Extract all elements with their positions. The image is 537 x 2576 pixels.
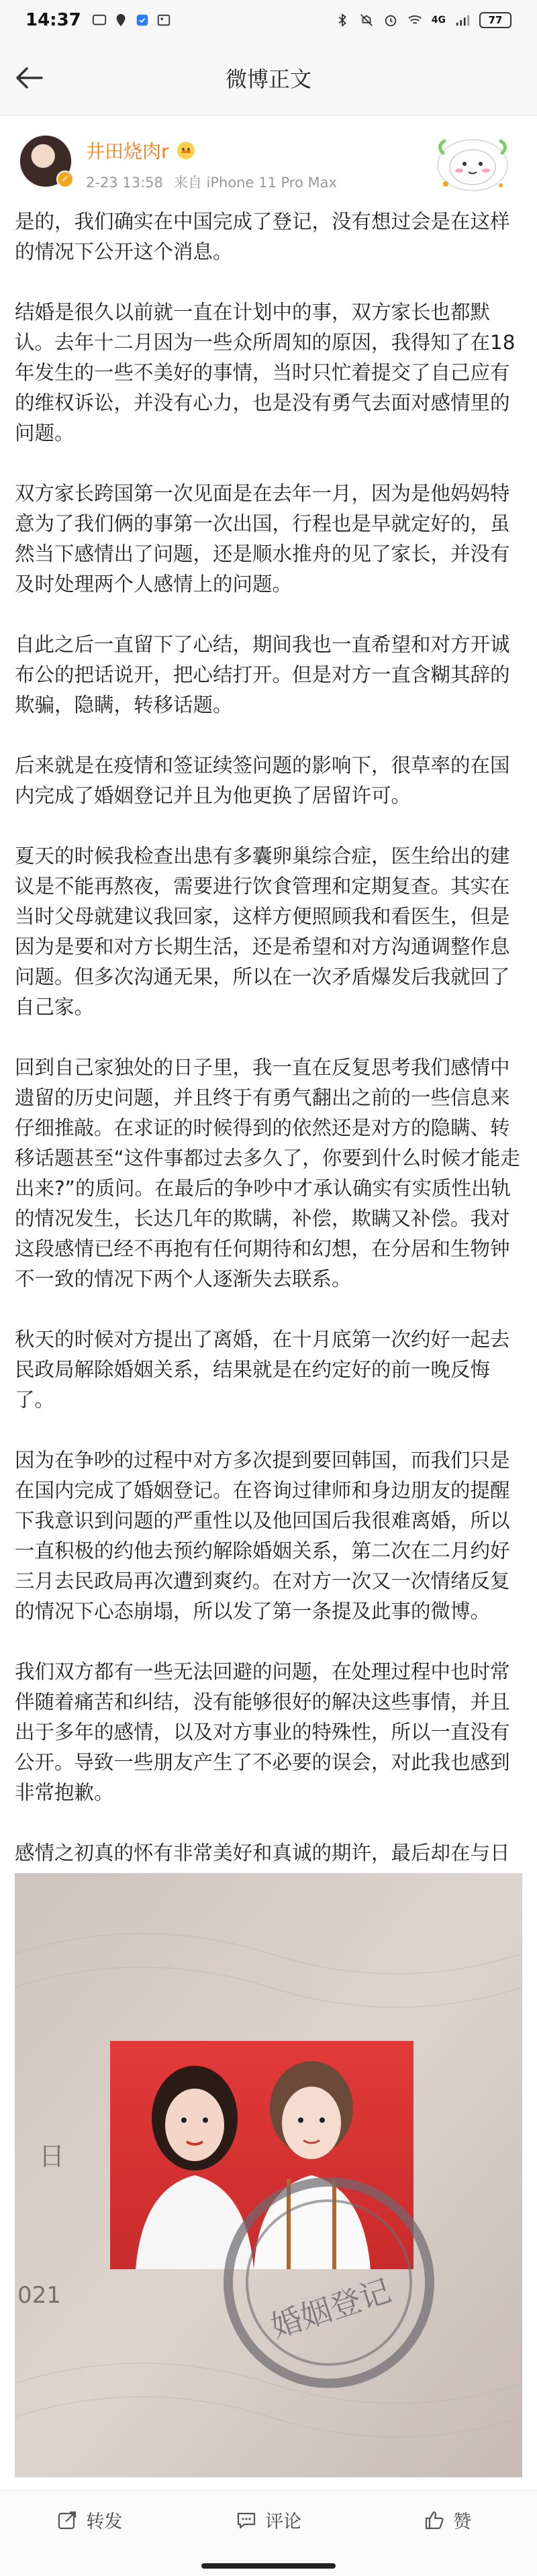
stamp-text: 婚姻登记 xyxy=(266,2272,395,2345)
post-body xyxy=(15,207,522,1989)
post-source: 来自 iPhone 11 Pro Max xyxy=(173,175,337,191)
back-arrow-icon[interactable] xyxy=(12,60,47,95)
repost-icon xyxy=(56,2510,78,2531)
comment-icon xyxy=(236,2510,257,2531)
status-right-icons xyxy=(335,12,511,28)
post-paragraph: 自此之后一直留下了心结，期间我也一直希望和对方开诚布公的把话说开，把心结打开。但是对方一直含糊其辞的欺骗，隐瞒，转移话题。 xyxy=(15,633,510,716)
post-paragraph: 夏天的时候我检查出患有多囊卵巢综合症，医生给出的建议是不能再熬夜，需要进行饮食管理和定期复查。其实在当时父母就建议我回家，这样方便照顾我和看医生，但是因为是要和对方长期生活，还是希望和对方沟通调整作息问题。但多次沟通无果，所以在一次矛盾爆发后我就回了自己家。 xyxy=(15,845,510,1018)
app-notification-icon xyxy=(135,13,150,28)
status-time: 14:37 xyxy=(26,10,81,30)
mute-icon xyxy=(359,13,374,28)
home-area xyxy=(0,2549,537,2576)
marriage-certificate-photo[interactable] xyxy=(15,1873,522,2477)
cartoon-sticker-icon xyxy=(426,130,520,197)
post-card xyxy=(0,115,537,2490)
avatar[interactable] xyxy=(19,134,72,188)
post-paragraph: 我们双方都有一些无法回避的问题，在处理过程中也时常伴随着痛苦和纠结，没有能够很好的解决这些事情，并且出于多年的感情，以及对方事业的特殊性，所以一直没有公开。导致一些朋友产生了不必要的误会，对此我也感到非常抱歉。 xyxy=(15,1660,510,1804)
post-paragraph: 回到自己家独处的日子里，我一直在反复思考我们感情中遗留的历史问题，并且终于有勇气翻出之前的一些信息来仔细推敲。在求证的时候得到的依然还是对方的隐瞒、转移话题甚至“这件事都过去多久了，你要到什么时候才能走出来?”的质问。在最后的争吵中才承认确实有实质性出轨的情况发生，长达几年的欺瞒，补偿，欺瞒又补偿。我对这段感情已经不再抱有任何期待和幻想，在分居和生物钟不一致的情况下两个人逐渐失去联系。 xyxy=(15,1056,520,1290)
signal-icon xyxy=(455,13,470,28)
repost-label: 转发 xyxy=(86,2512,123,2532)
author-name[interactable]: 井田烧肉r xyxy=(86,140,169,162)
like-label: 赞 xyxy=(453,2512,472,2532)
post-paragraph: 后来就是在疫情和签证续签问题的影响下，很草率的在国内完成了婚姻登记并且为他更换了居留许可。 xyxy=(15,754,510,807)
post-date: 2-23 13:58 xyxy=(86,175,163,191)
home-indicator[interactable] xyxy=(201,2563,336,2569)
page-title: 微博正文 xyxy=(225,66,311,92)
location-icon xyxy=(113,13,128,28)
vip-crown-icon xyxy=(176,140,196,160)
bluetooth-icon xyxy=(335,13,350,28)
post-paragraph: 因为在争吵的过程中对方多次提到要回韩国，而我们只是在国内完成了婚姻登记。在咨询过律师和身边朋友的提醒下我意识到问题的严重性以及他回国后我很难离婚，所以一直积极的约他去预约解除婚姻关系，第二次在二月约好三月去民政局再次遭到爽约。在对方一次又一次情绪反复的情况下心态崩塌，所以发了第一条提及此事的微博。 xyxy=(15,1449,510,1623)
nav-bar xyxy=(0,40,537,115)
author-header xyxy=(19,134,337,192)
message-icon xyxy=(92,13,107,28)
post-meta xyxy=(86,172,337,192)
post-paragraph: 是的，我们确实在中国完成了登记，没有想过会是在这样的情况下公开这个消息。 xyxy=(15,210,510,263)
image-notification-icon xyxy=(156,13,171,28)
alarm-icon xyxy=(383,13,398,28)
wifi-icon xyxy=(407,13,422,28)
like-button[interactable] xyxy=(358,2491,537,2549)
status-bar xyxy=(0,0,537,40)
comment-button[interactable] xyxy=(179,2491,358,2549)
author-info xyxy=(86,134,337,192)
post-paragraph: 双方家长跨国第一次见面是在去年一月，因为是他妈妈特意为了我们俩的事第一次出国，行程也是早就定好的，虽然当下感情出了问题，还是顺水推舟的见了家长，并没有及时处理两个人感情上的问题。 xyxy=(15,482,510,595)
author-name-row xyxy=(86,137,337,164)
verified-badge-icon: ✓ xyxy=(56,171,74,188)
comment-label: 评论 xyxy=(265,2512,301,2532)
bottom-toolbar xyxy=(0,2490,537,2549)
battery-indicator: 77 xyxy=(479,12,511,28)
certificate-side-text: 日 xyxy=(39,2142,65,2171)
certificate-year-text: 021 xyxy=(17,2282,61,2309)
certificate-image xyxy=(15,1873,522,2477)
network-type: 4G xyxy=(431,15,446,26)
post-paragraph: 秋天的时候对方提出了离婚，在十月底第一次约好一起去民政局解除婚姻关系，结果就是在约定好的前一晚反悔了。 xyxy=(15,1328,510,1411)
thumbs-up-icon xyxy=(424,2510,445,2531)
post-paragraph: 结婚是很久以前就一直在计划中的事，双方家长也都默认。去年十二月因为一些众所周知的原因，我得知了在18年发生的一些不美好的事情，当时只忙着提交了自己应有的维权诉讼，并没有心力，也是没有勇气去面对感情里的问题。 xyxy=(15,301,516,444)
repost-button[interactable] xyxy=(0,2491,179,2549)
post-paragraph: 感情之初真的怀有非常美好和真诚的期许，最后却在与日 xyxy=(15,1842,510,1864)
status-left-icons xyxy=(92,13,171,28)
